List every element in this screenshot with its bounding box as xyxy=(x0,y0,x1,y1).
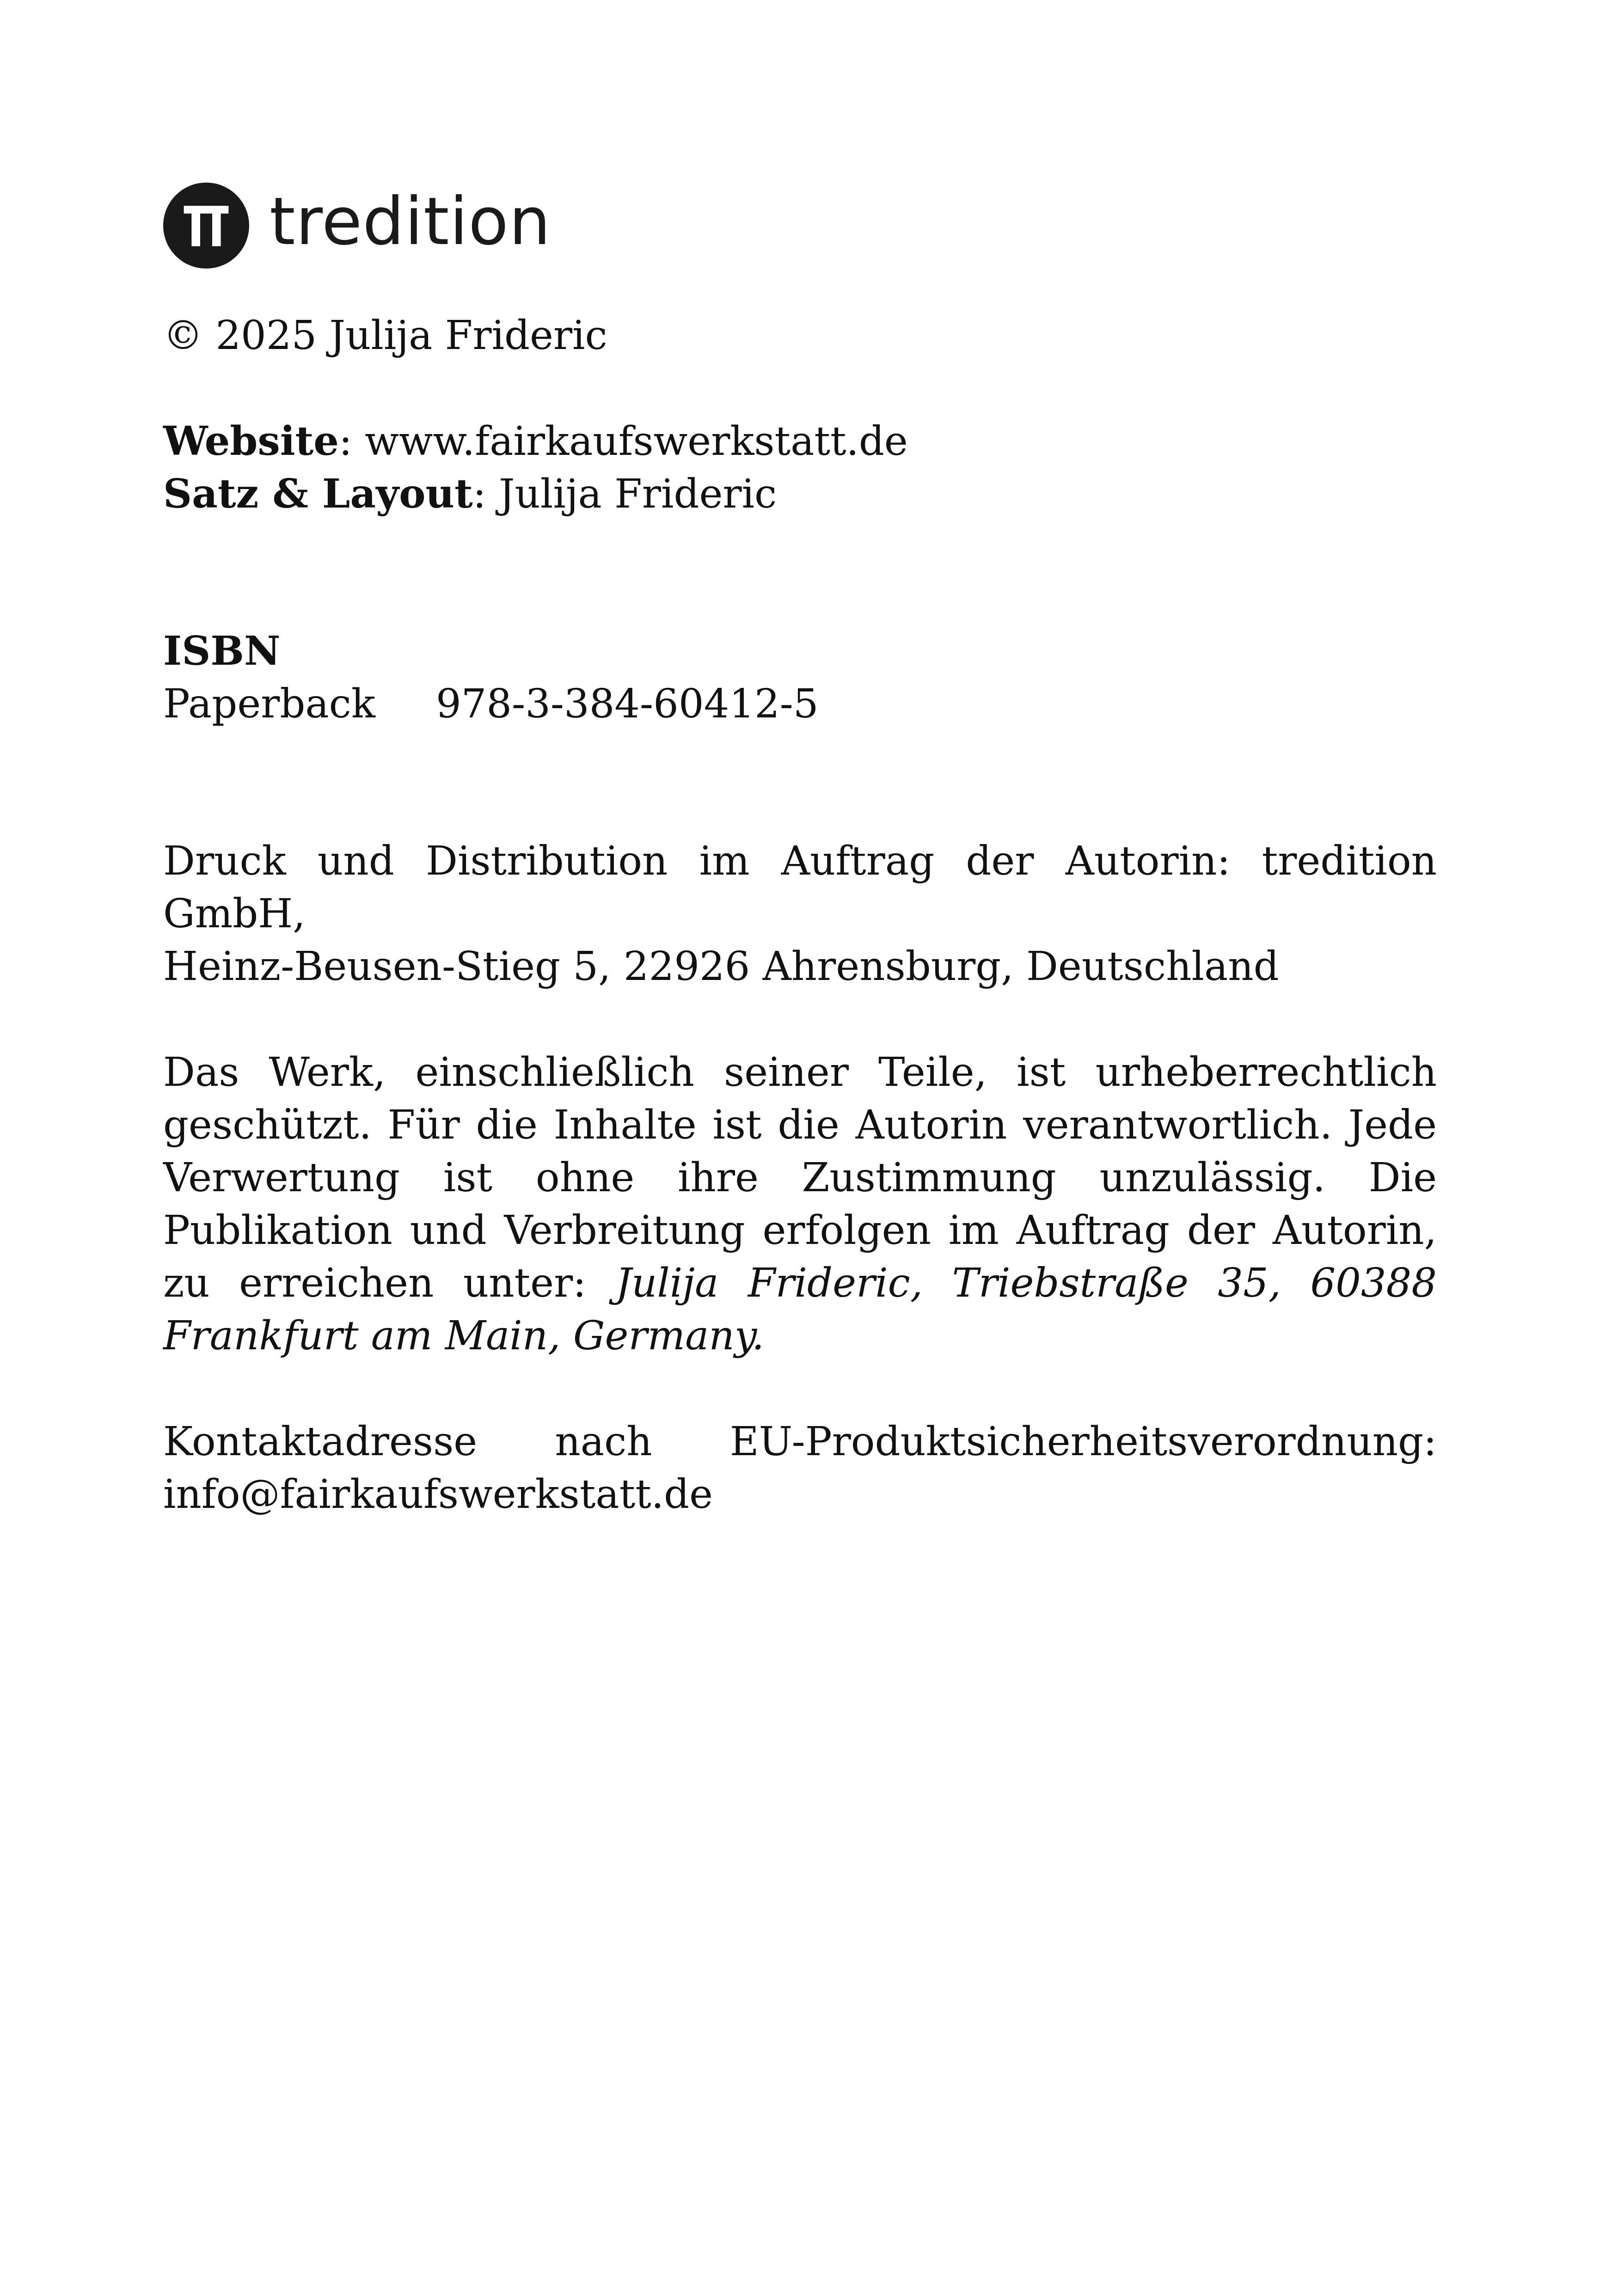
isbn-row xyxy=(163,678,1437,730)
isbn-type: Paperback xyxy=(163,681,375,727)
contact-word-3: EU-Produktsicherheitsverordnung: xyxy=(729,1419,1437,1465)
copyright-line: © 2025 Julija Frideric xyxy=(163,312,607,359)
copyright-notice xyxy=(163,1046,1437,1362)
isbn-number: 978-3-384-60412-5 xyxy=(436,681,819,727)
layout-label: Satz & Layout xyxy=(163,471,473,517)
website-line xyxy=(163,415,1437,468)
contact-heading xyxy=(163,1415,1437,1468)
publisher-name: tredition xyxy=(270,184,551,260)
publisher-logo xyxy=(163,183,1437,269)
layout-value: : Julija Frideric xyxy=(472,471,777,517)
print-line-1: Druck und Distribution im Auftrag der Autorin: tredition GmbH, xyxy=(163,838,1437,937)
website-label: Website xyxy=(163,418,339,465)
tredition-logo-icon xyxy=(163,183,249,269)
isbn-block xyxy=(163,625,1437,730)
layout-line xyxy=(163,468,1437,520)
print-line-2: Heinz-Beusen-Stieg 5, 22926 Ahrensburg, Deutschland xyxy=(163,943,1279,990)
contact-word-2: nach xyxy=(555,1419,652,1465)
contact-block xyxy=(163,1415,1437,1521)
website-value: : www.fairkaufswerkstatt.de xyxy=(338,418,908,465)
isbn-heading: ISBN xyxy=(163,628,281,674)
imprint-page xyxy=(163,183,1437,1521)
contact-word-1: Kontaktadresse xyxy=(163,1419,478,1465)
contact-email: info@fairkaufswerkstatt.de xyxy=(163,1471,713,1518)
meta-block xyxy=(163,415,1437,520)
author-address: Julija Frideric, Triebstraße 35, 60388 Frankfurt am Main, Germany. xyxy=(163,1260,1437,1359)
rights-text: Das Werk, einschließlich seiner Teile, ist urheberrechtlich geschützt. Für die Inhalte ist die Autorin verantwortlich. Jede Verwertung ist ohne ihre Zustimmung unzulässig. Die Publikation und Verbreitung erfolgen im Auftrag der Autorin, zu erreichen unter: xyxy=(163,1049,1437,1306)
print-distribution-block xyxy=(163,835,1437,993)
